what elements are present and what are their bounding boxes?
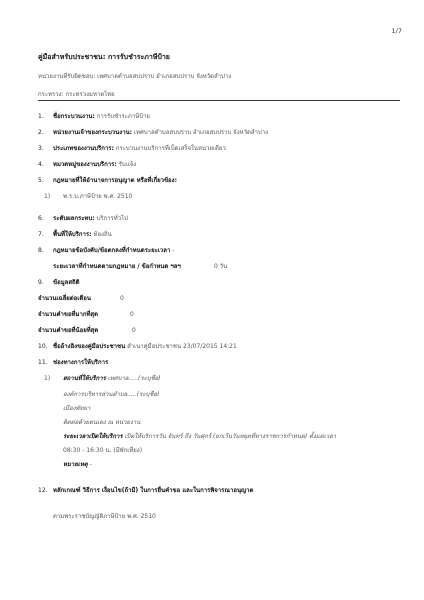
item-process-name: 1. ชื่อกระบวนงาน: การรับชำระภาษีป้าย bbox=[38, 113, 150, 120]
ministry: กระทรวง: กระทรวงมหาดไทย bbox=[38, 91, 115, 98]
item-service-area: 7. พื้นที่ให้บริการ: ท้องถิ่น bbox=[38, 231, 112, 238]
label: ประเภทของงานบริการ: bbox=[53, 145, 114, 152]
value: เทศบาล.....(ระบุชื่อ) bbox=[107, 375, 161, 382]
label: ระยะเวลาที่กำหนดตามกฎหมาย / ข้อกำหนด ฯลฯ bbox=[53, 263, 181, 270]
value: 0 bbox=[120, 295, 124, 302]
header-divider bbox=[38, 100, 400, 101]
item-impact-level: 6. ระดับผลกระทบ: บริการทั่วไป bbox=[38, 215, 128, 222]
label: กฎหมายข้อบังคับ/ข้อตกลงที่กำหนดระยะเวลา bbox=[53, 247, 171, 254]
law-list-item: 1) พ.ร.บ.ภาษีป้าย พ.ศ. 2510 bbox=[44, 193, 133, 200]
value: เปิดให้บริการวัน จันทร์ ถึง วันศุกร์ (ยกเว้นวันหยุดที่ทางราชการกำหนด) ตั้งแต่เวลา bbox=[124, 433, 337, 440]
document-body bbox=[38, 112, 400, 522]
value: รับแจ้ง bbox=[118, 161, 137, 168]
label: พื้นที่ให้บริการ: bbox=[53, 231, 92, 238]
value: - bbox=[172, 247, 175, 254]
item-criteria: 12. หลักเกณฑ์ วิธีการ เงื่อนไข(ถ้ามี) ในการยื่นคำขอ และในการพิจารณาอนุญาต bbox=[38, 487, 254, 494]
criteria-text: ตามพระราชบัญญัติภาษีป้าย พ.ศ. 2510 bbox=[53, 513, 156, 520]
item-legal-period bbox=[38, 262, 400, 272]
label: ระดับผลกระทบ: bbox=[53, 215, 95, 222]
label: จำนวนเฉลี่ยต่อเดือน bbox=[38, 295, 91, 302]
item-service-channels: 11. ช่องทางการให้บริการ bbox=[38, 359, 109, 366]
document-header bbox=[38, 52, 400, 107]
value: สำเนาคู่มือประชาชน 23/07/2015 14:21 bbox=[127, 343, 237, 350]
label: กฎหมายที่ให้อำนาจการอนุญาต หรือที่เกี่ยวข้อง: bbox=[53, 177, 177, 184]
item-owner-agency: 2. หน่วยงานเจ้าของกระบวนงาน: เทศบาลตำบลสบปราบ อำเภอสบปราบ จังหวัดลำปาง bbox=[38, 129, 268, 136]
value: ท้องถิ่น bbox=[93, 231, 112, 238]
label: หลักเกณฑ์ วิธีการ เงื่อนไข(ถ้ามี) ในการยื่นคำขอ และในการพิจารณาอนุญาต bbox=[53, 487, 254, 494]
value: การรับชำระภาษีป้าย bbox=[96, 113, 150, 120]
label: หมายเหตุ bbox=[63, 461, 88, 468]
label: หน่วยงานเจ้าของกระบวนงาน: bbox=[53, 129, 133, 136]
channel-service-location: 1) สถานที่ให้บริการ เทศบาล.....(ระบุชื่อ) bbox=[44, 375, 161, 382]
stat-monthly-average bbox=[38, 294, 400, 304]
channel-line-sao: องค์การบริหารส่วนตำบล.....(ระบุชื่อ) bbox=[63, 391, 160, 398]
law-name: พ.ร.บ.ภาษีป้าย พ.ศ. 2510 bbox=[63, 193, 133, 200]
item-statistics: 9. ข้อมูลสถิติ bbox=[38, 279, 80, 286]
channel-opening-hours bbox=[38, 432, 400, 442]
value: - bbox=[89, 461, 92, 468]
stat-maximum-requests bbox=[38, 310, 400, 320]
label: สถานที่ให้บริการ bbox=[63, 375, 106, 382]
value: เทศบาลตำบลสบปราบ อำเภอสบปราบ จังหวัดลำปาง bbox=[134, 129, 268, 136]
label: ช่องทางการให้บริการ bbox=[53, 359, 109, 366]
channel-note bbox=[38, 460, 400, 470]
label: ชื่อกระบวนงาน: bbox=[53, 113, 95, 120]
item-manual-reference: 10. ชื่ออ้างอิงของคู่มือประชาชน สำเนาคู่มือประชาชน 23/07/2015 14:21 bbox=[38, 343, 237, 350]
responsible-agency: หน่วยงานที่รับผิดชอบ: เทศบาลตำบลสบปราบ อำเภอสบปราบ จังหวัดลำปาง bbox=[38, 73, 232, 80]
channel-line-in-person: ติดต่อด้วยตนเอง ณ หน่วยงาน bbox=[63, 419, 141, 426]
stat-minimum-requests bbox=[38, 326, 400, 336]
page-number: 1/7 bbox=[391, 27, 402, 35]
label: ข้อมูลสถิติ bbox=[53, 279, 80, 286]
label: หมวดหมู่ของงานบริการ: bbox=[53, 161, 117, 168]
document-title: คู่มือสำหรับประชาชน: การรับชำระภาษีป้าย bbox=[38, 53, 170, 61]
value: บริการทั่วไป bbox=[96, 215, 128, 222]
item-time-regulation: 8. กฎหมายข้อบังคับ/ข้อตกลงที่กำหนดระยะเวลา - bbox=[38, 247, 175, 254]
value: กระบวนงานบริการที่เบ็ดเสร็จในหน่วยเดียว bbox=[115, 145, 226, 152]
item-related-law: 5. กฎหมายที่ให้อำนาจการอนุญาต หรือที่เกี่ยวข้อง: bbox=[38, 177, 177, 184]
value: 0 bbox=[130, 311, 134, 318]
value: 0 bbox=[132, 327, 136, 334]
item-service-type: 3. ประเภทของงานบริการ: กระบวนงานบริการที่เบ็ดเสร็จในหน่วยเดียว bbox=[38, 145, 226, 152]
label: จำนวนคำขอที่มากที่สุด bbox=[38, 311, 98, 318]
value: 0 วัน bbox=[214, 263, 228, 270]
channel-opening-hours-cont: 08:30 - 16:30 น. (มีพักเที่ยง) bbox=[63, 447, 143, 454]
label: ชื่ออ้างอิงของคู่มือประชาชน bbox=[53, 343, 126, 350]
label: จำนวนคำขอที่น้อยที่สุด bbox=[38, 327, 99, 334]
item-service-category: 4. หมวดหมู่ของงานบริการ: รับแจ้ง bbox=[38, 161, 137, 168]
label: ระยะเวลาเปิดให้บริการ bbox=[63, 433, 123, 440]
channel-line-pattaya: เมืองพัทยา bbox=[63, 405, 91, 412]
